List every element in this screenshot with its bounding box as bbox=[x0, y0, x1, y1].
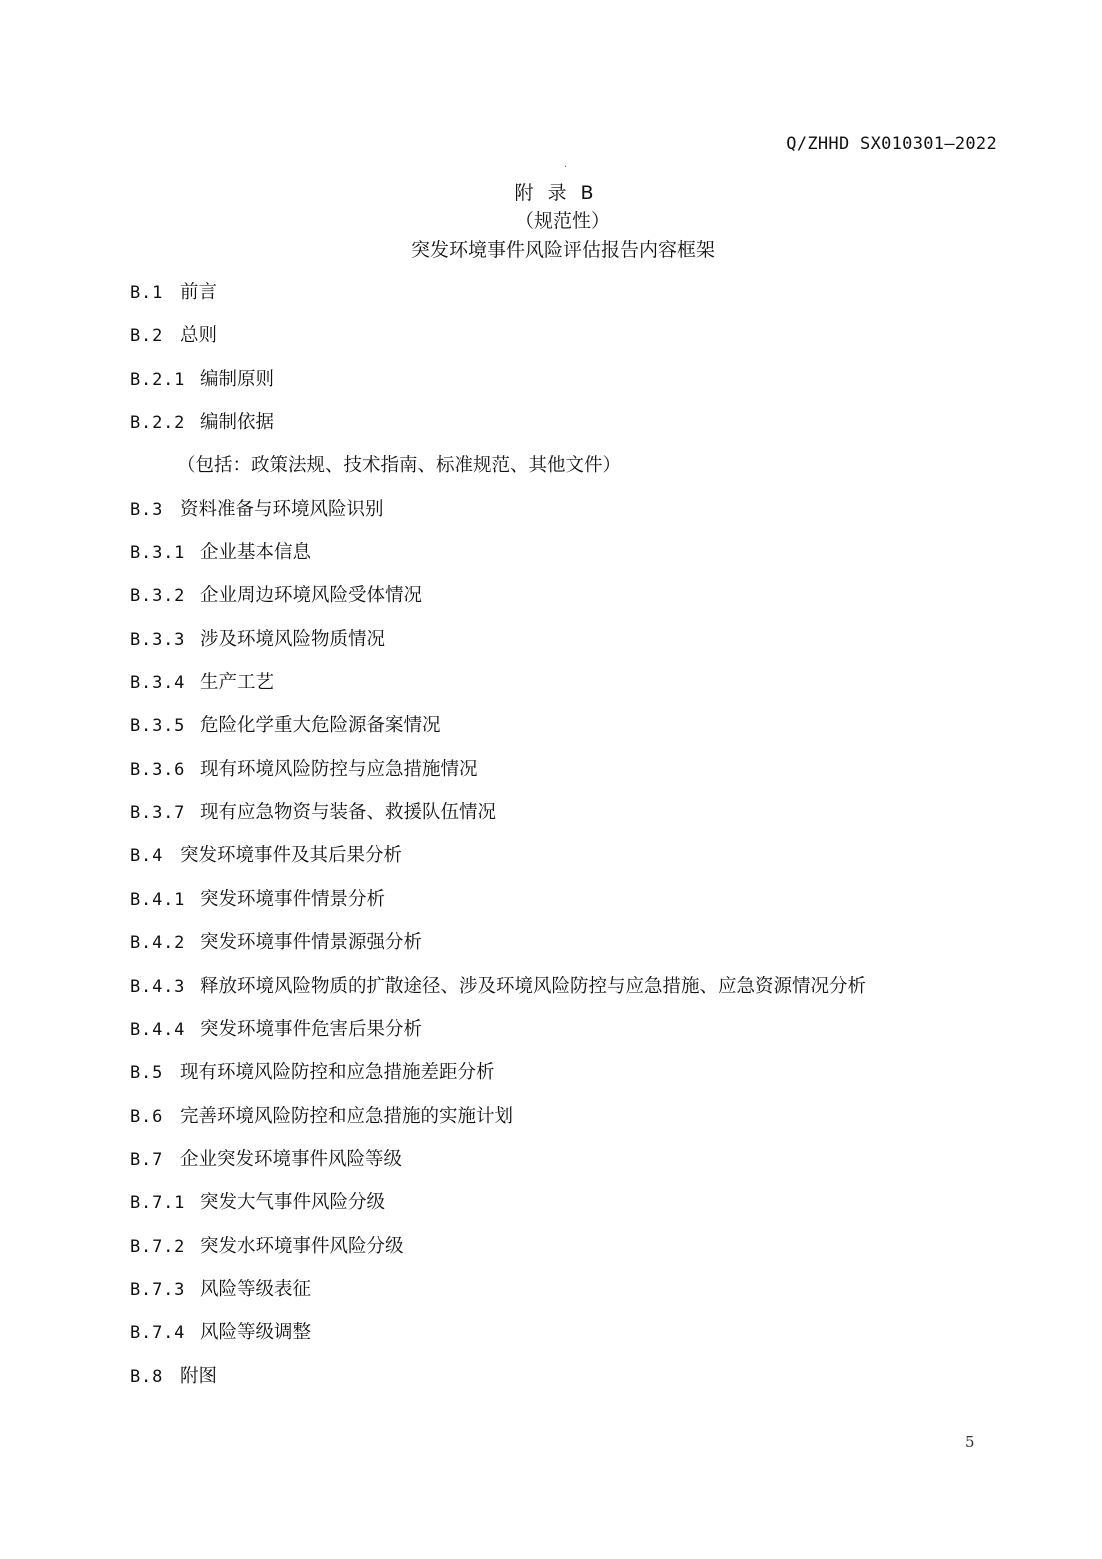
toc-row bbox=[130, 1060, 1010, 1103]
toc-number: B.3.5 bbox=[130, 716, 186, 737]
toc-number: B.7 bbox=[130, 1149, 164, 1170]
toc-row bbox=[130, 627, 1010, 670]
toc-row bbox=[130, 583, 1010, 626]
toc-number: B.1 bbox=[130, 283, 164, 303]
toc-row bbox=[130, 757, 1010, 800]
toc-number: B.4.4 bbox=[130, 1019, 186, 1040]
toc-title: 释放环境风险物质的扩散途径、涉及环境风险防控与应急措施、应急资源情况分析 bbox=[200, 975, 867, 997]
document-code: Q/ZHHD SX010301—2022 bbox=[786, 134, 997, 154]
toc-number: B.4 bbox=[130, 846, 164, 867]
toc-number: B.3.1 bbox=[130, 543, 186, 564]
toc-title: 企业突发环境事件风险等级 bbox=[180, 1148, 403, 1170]
toc-row bbox=[130, 887, 1010, 930]
toc-number: B.8 bbox=[130, 1366, 164, 1387]
toc-title: 突发环境事件情景源强分析 bbox=[200, 932, 423, 954]
toc-row bbox=[130, 1277, 1010, 1320]
appendix-heading: 突发环境事件风险评估报告内容框架 bbox=[410, 239, 715, 261]
toc-title: 企业周边环境风险受体情况 bbox=[200, 585, 423, 607]
toc-title: 突发水环境事件风险分级 bbox=[200, 1235, 404, 1257]
toc-title: 附图 bbox=[180, 1365, 218, 1387]
toc-title: 前言 bbox=[180, 282, 218, 303]
toc-title: 突发环境事件及其后果分析 bbox=[180, 845, 403, 867]
toc-title: 现有环境风险防控与应急措施情况 bbox=[200, 758, 478, 780]
toc-row bbox=[130, 713, 1010, 756]
toc-row bbox=[130, 323, 1010, 366]
toc-row bbox=[130, 453, 1010, 496]
toc-number: B.3.2 bbox=[130, 586, 186, 607]
toc-row bbox=[130, 800, 1010, 843]
toc-row bbox=[130, 1364, 1010, 1407]
toc-title: 涉及环境风险物质情况 bbox=[200, 628, 386, 650]
scan-mark: . bbox=[564, 159, 568, 170]
toc-row bbox=[130, 540, 1010, 583]
toc-number: B.4.2 bbox=[130, 933, 186, 954]
toc-row bbox=[130, 1017, 1010, 1060]
toc-row bbox=[130, 930, 1010, 973]
toc-title: 突发环境事件危害后果分析 bbox=[200, 1018, 423, 1040]
toc-number: B.2.1 bbox=[130, 369, 186, 390]
toc-row bbox=[130, 367, 1010, 410]
toc-number: B.3.7 bbox=[130, 803, 186, 824]
toc-title: 风险等级调整 bbox=[200, 1322, 312, 1344]
toc-row bbox=[130, 410, 1010, 453]
toc-number: B.4.1 bbox=[130, 889, 186, 910]
toc-title: 编制原则 bbox=[200, 368, 275, 390]
toc-title: 总则 bbox=[180, 325, 218, 347]
toc-list bbox=[130, 280, 1010, 1407]
appendix-nature: （规范性） bbox=[514, 210, 610, 232]
toc-title: 突发环境事件情景分析 bbox=[200, 888, 386, 910]
page-number: 5 bbox=[965, 1433, 975, 1451]
toc-number: B.7.2 bbox=[130, 1236, 186, 1257]
toc-number: B.3.4 bbox=[130, 673, 186, 694]
toc-row bbox=[130, 974, 1010, 1017]
toc-row bbox=[130, 670, 1010, 713]
toc-title: 资料准备与环境风险识别 bbox=[180, 498, 384, 520]
toc-number: B.7.3 bbox=[130, 1279, 186, 1300]
toc-row bbox=[130, 280, 1010, 323]
toc-number: B.3.3 bbox=[130, 629, 186, 650]
toc-number: B.5 bbox=[130, 1063, 164, 1084]
toc-title: 生产工艺 bbox=[200, 672, 275, 694]
toc-number: B.7.1 bbox=[130, 1193, 186, 1214]
toc-number: B.2.2 bbox=[130, 413, 186, 434]
toc-row bbox=[130, 497, 1010, 540]
toc-note: （包括：政策法规、技术指南、标准规范、其他文件） bbox=[177, 455, 622, 477]
toc-title: 企业基本信息 bbox=[200, 542, 312, 564]
toc-number: B.4.3 bbox=[130, 976, 186, 997]
toc-row bbox=[130, 1320, 1010, 1363]
toc-row bbox=[130, 1147, 1010, 1190]
toc-number: B.3.6 bbox=[130, 759, 186, 780]
toc-number: B.3 bbox=[130, 499, 164, 520]
toc-number: B.7.4 bbox=[130, 1323, 186, 1344]
toc-title: 风险等级表征 bbox=[200, 1278, 312, 1300]
toc-title: 突发大气事件风险分级 bbox=[200, 1192, 386, 1214]
toc-title: 现有环境风险防控和应急措施差距分析 bbox=[180, 1062, 495, 1084]
toc-row bbox=[130, 1234, 1010, 1277]
toc-title: 完善环境风险防控和应急措施的实施计划 bbox=[180, 1105, 514, 1127]
toc-number: B.6 bbox=[130, 1106, 164, 1127]
appendix-title: 附录B bbox=[514, 182, 608, 204]
toc-row bbox=[130, 1104, 1010, 1147]
toc-title: 编制依据 bbox=[200, 412, 275, 434]
toc-title: 现有应急物资与装备、救援队伍情况 bbox=[200, 802, 497, 824]
toc-row bbox=[130, 1190, 1010, 1233]
toc-title: 危险化学重大危险源备案情况 bbox=[200, 715, 441, 737]
toc-number: B.2 bbox=[130, 326, 164, 347]
toc-row bbox=[130, 843, 1010, 886]
